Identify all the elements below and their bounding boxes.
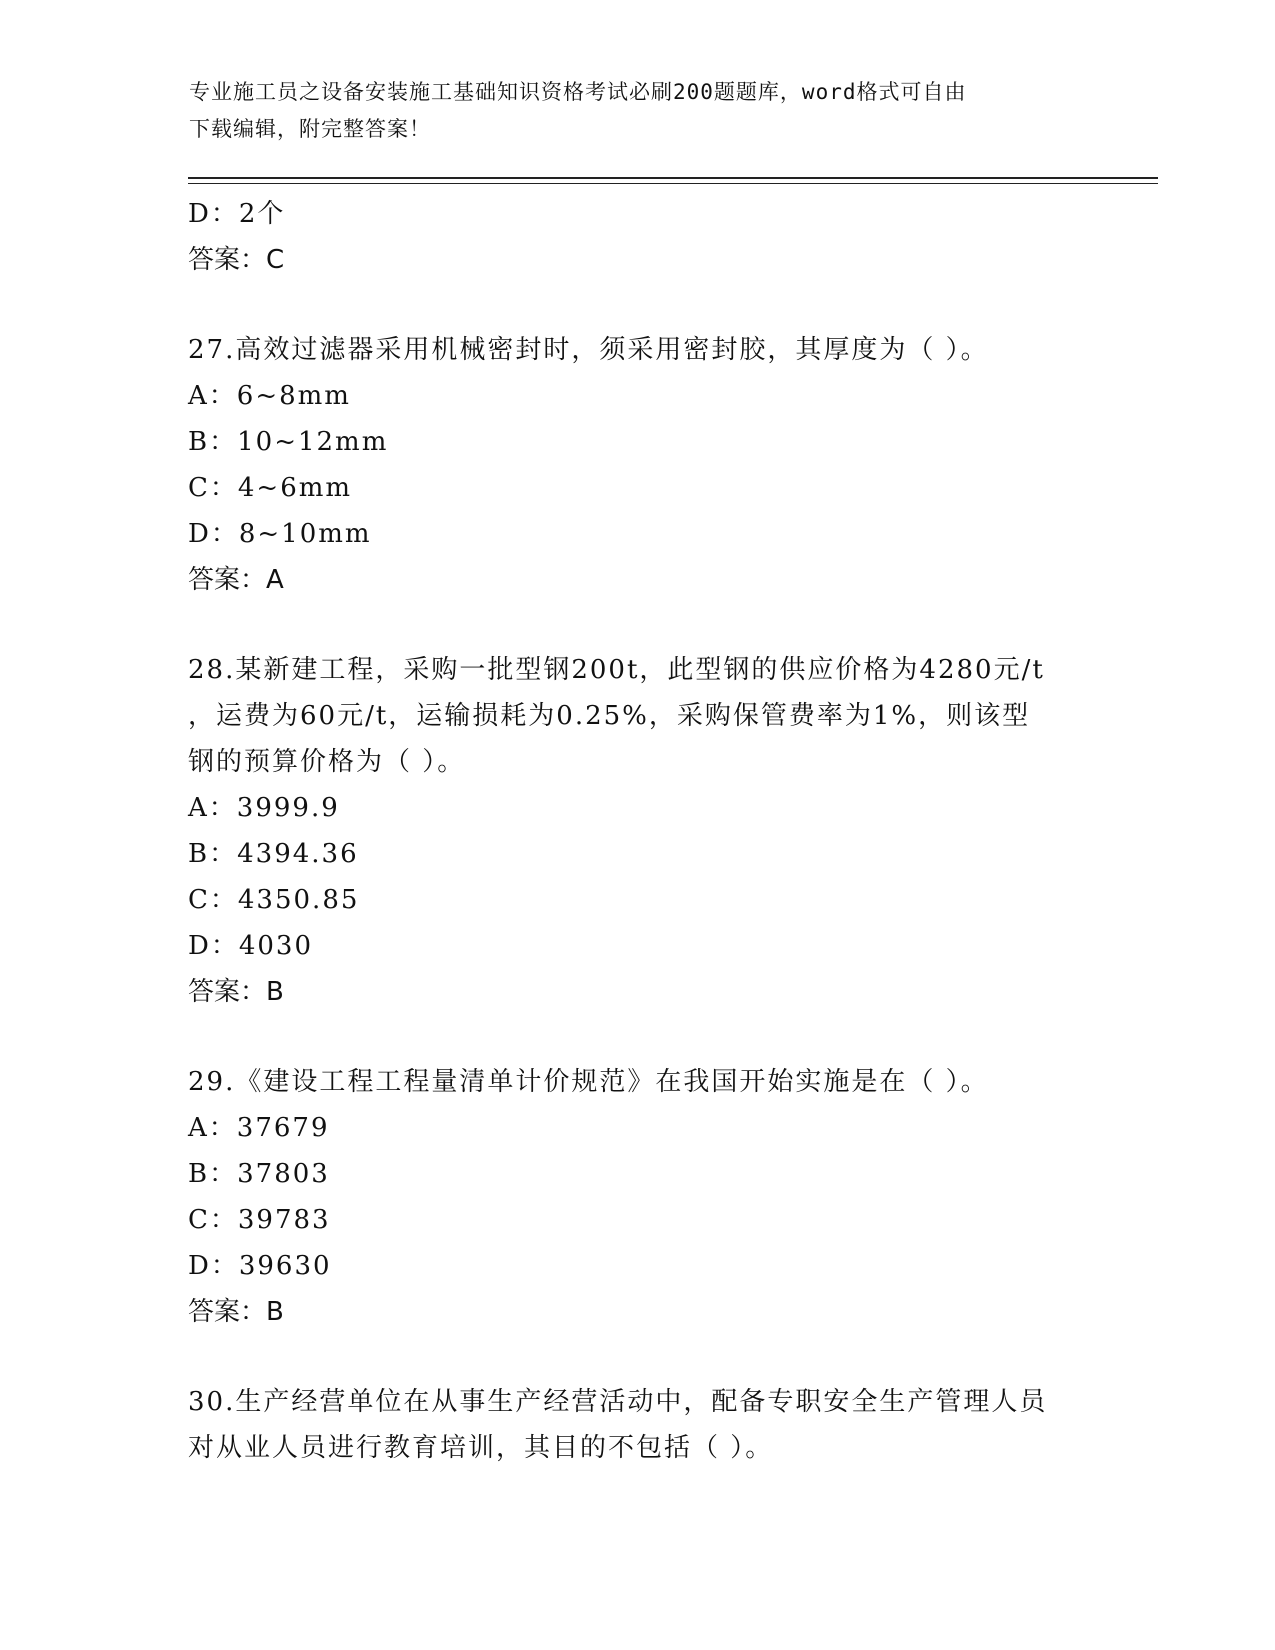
option-c: C：39783 <box>188 1205 331 1235</box>
option-b: B：37803 <box>188 1159 330 1189</box>
previous-question-tail <box>188 191 1088 283</box>
question-text-line-1: 28.某新建工程，采购一批型钢200t，此型钢的供应价格为4280元/t <box>188 655 1045 685</box>
option-c: C：4~6mm <box>188 473 353 503</box>
question-text-line-2: 对从业人员进行教育培训，其目的不包括（ ）。 <box>188 1433 774 1463</box>
question-list <box>188 191 1088 1471</box>
option-c: C：4350.85 <box>188 885 360 915</box>
option-a: A：37679 <box>188 1113 330 1143</box>
header-title-line-2: 下载编辑，附完整答案！ <box>189 117 431 141</box>
option-d: D：2个 <box>188 199 286 229</box>
header-divider-thin <box>188 183 1158 184</box>
option-d: D：8~10mm <box>188 519 372 549</box>
answer-line: 答案：B <box>188 1297 284 1327</box>
question-text: 29.《建设工程工程量清单计价规范》在我国开始实施是在（ ）。 <box>188 1067 989 1097</box>
option-a: A：3999.9 <box>188 793 340 823</box>
question-text-line-3: 钢的预算价格为（ ）。 <box>188 747 466 777</box>
question-28 <box>188 647 1088 1015</box>
question-text: 27.高效过滤器采用机械密封时，须采用密封胶，其厚度为（ ）。 <box>188 335 989 365</box>
question-text-line-2: ，运费为60元/t，运输损耗为0.25%，采购保管费率为1%，则该型 <box>188 701 1031 731</box>
header-divider-thick <box>188 177 1158 179</box>
question-text-line-1: 30.生产经营单位在从事生产经营活动中，配备专职安全生产管理人员 <box>188 1387 1048 1417</box>
page-header <box>189 74 1089 148</box>
header-title-line-1: 专业施工员之设备安装施工基础知识资格考试必刷200题题库，word格式可自由 <box>189 80 967 104</box>
answer-line: 答案：B <box>188 977 284 1007</box>
answer-line: 答案：C <box>188 245 285 275</box>
question-30 <box>188 1379 1088 1471</box>
question-29 <box>188 1059 1088 1335</box>
option-a: A：6~8mm <box>188 381 351 411</box>
option-d: D：39630 <box>188 1251 332 1281</box>
option-d: D：4030 <box>188 931 314 961</box>
option-b: B：4394.36 <box>188 839 359 869</box>
option-b: B：10~12mm <box>188 427 389 457</box>
answer-line: 答案：A <box>188 565 284 595</box>
question-27 <box>188 327 1088 603</box>
